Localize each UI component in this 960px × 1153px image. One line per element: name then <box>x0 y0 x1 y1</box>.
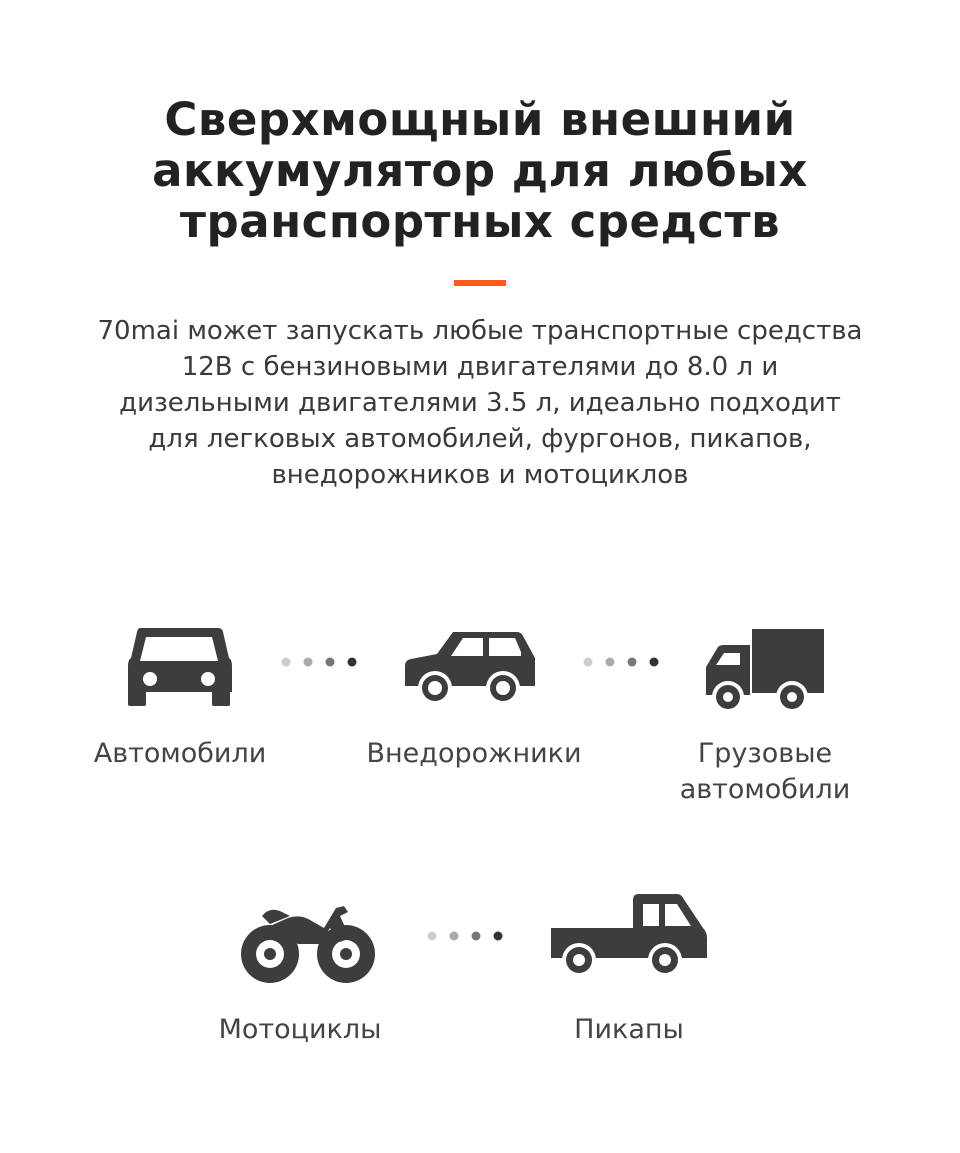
connector-dots-1 <box>280 656 360 668</box>
motorcycle-icon <box>240 898 376 984</box>
label-suv: Внедорожники <box>366 738 582 769</box>
title-line-1: Сверхмощный внешний <box>164 93 796 146</box>
connector-dots-3 <box>426 930 506 942</box>
label-motorcycle: Мотоциклы <box>218 1014 382 1045</box>
accent-divider <box>454 280 506 286</box>
description-line-2: 12В с бензиновыми двигателями до 8.0 л и <box>181 352 779 382</box>
label-truck <box>650 736 880 808</box>
label-car: Автомобили <box>93 738 267 769</box>
label-pickup: Пикапы <box>574 1014 684 1045</box>
description-line-5: внедорожников и мотоциклов <box>271 460 689 490</box>
description <box>0 313 960 493</box>
label-truck-line-2: автомобили <box>679 774 851 805</box>
car-front-icon <box>126 624 232 706</box>
description-line-1: 70mai может запускать любые транспортные средства <box>97 316 863 346</box>
title-line-2: аккумулятор для любых <box>152 144 808 197</box>
truck-icon <box>704 627 826 715</box>
pickup-icon <box>549 892 709 980</box>
label-truck-line-1: Грузовые <box>697 738 833 769</box>
page-title <box>0 94 960 247</box>
description-line-4: для легковых автомобилей, фургонов, пикапов, <box>148 424 812 454</box>
suv-icon <box>403 628 537 708</box>
description-line-3: дизельными двигателями 3.5 л, идеально подходит <box>119 388 841 418</box>
connector-dots-2 <box>582 656 662 668</box>
title-line-3: транспортных средств <box>179 195 781 248</box>
